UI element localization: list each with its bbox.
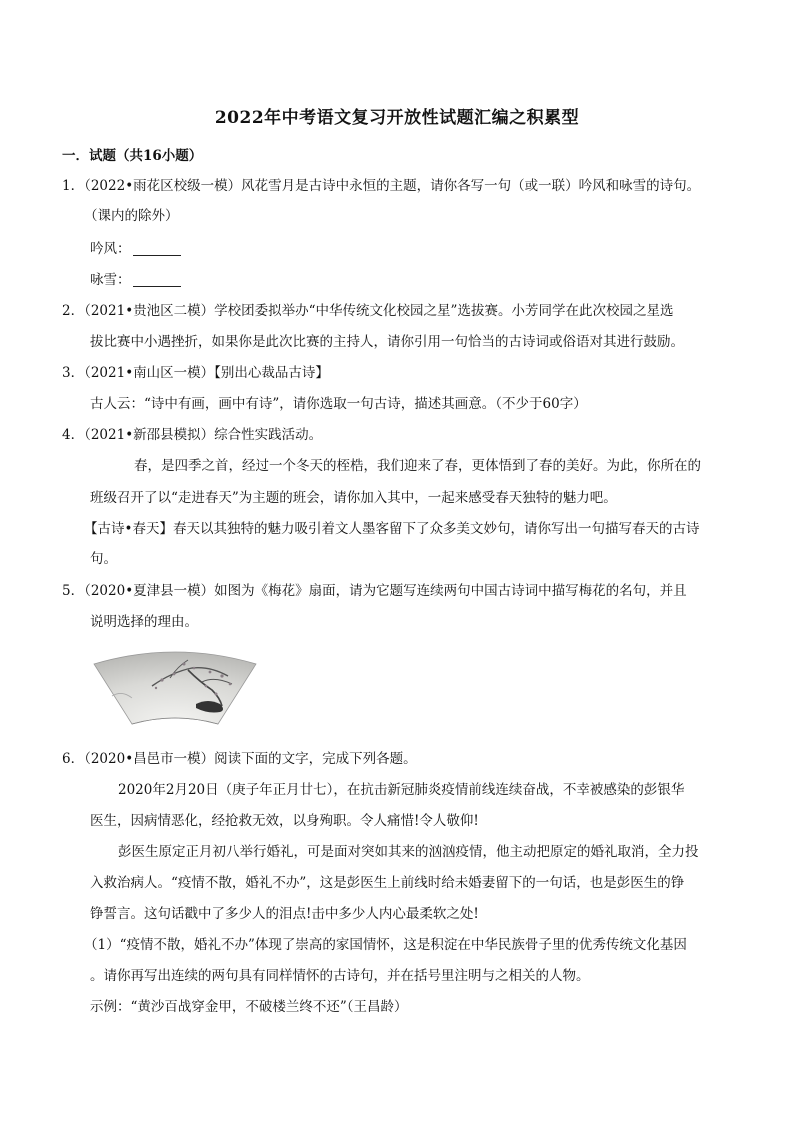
- question-6-line-3: 医生，因病情恶化，经抢救无效，以身殉职。令人痛惜!令人敬仰!: [90, 813, 479, 829]
- plum-blossom-fan-image: [92, 646, 258, 728]
- wind-answer-blank[interactable]: [133, 241, 181, 256]
- question-6-line-2: 2020年2月20日（庚子年正月廿七），在抗击新冠肺炎疫情前线连续奋战，不幸被感染的彭银华: [118, 782, 685, 798]
- question-1-snow-answer: [90, 270, 181, 290]
- document-title: 2022年中考语文复习开放性试题汇编之积累型: [214, 108, 580, 128]
- question-3-line-2: 古人云：“诗中有画，画中有诗”，请你选取一句古诗，描述其画意。（不少于60字）: [90, 396, 587, 412]
- question-5-line-1: 5．（2020•夏津县一模）如图为《梅花》扇面，请为它题写连续两句中国古诗词中描写梅花的名句，并且: [62, 583, 687, 599]
- question-5-line-2: 说明选择的理由。: [90, 614, 198, 630]
- question-6-line-5: 入救治病人。“疫情不散，婚礼不办”，这是彭医生上前线时给未婚妻留下的一句话，也是彭医生的铮: [90, 875, 685, 891]
- question-2-line-2: 拔比赛中小遇挫折，如果你是此次比赛的主持人，请你引用一句恰当的古诗词或俗语对其进行鼓励。: [90, 334, 684, 350]
- question-6-line-6: 铮誓言。这句话戳中了多少人的泪点!击中多少人内心最柔软之处!: [90, 906, 479, 922]
- question-6-line-4: 彭医生原定正月初八举行婚礼，可是面对突如其来的汹汹疫情，他主动把原定的婚礼取消，全力投: [118, 844, 699, 860]
- snow-label: 咏雪：: [90, 272, 131, 288]
- question-4-line-1: 4．（2021•新邵县模拟）综合性实践活动。: [62, 427, 323, 443]
- question-1-line-2: （课内的除外）: [84, 208, 179, 224]
- question-4-line-5: 句。: [90, 551, 117, 567]
- question-1-wind-answer: [90, 239, 181, 259]
- question-1-line-1: 1．（2022•雨花区校级一模）风花雪月是古诗中永恒的主题，请你各写一句（或一联）吟风和咏雪的诗句。: [62, 178, 701, 194]
- wind-label: 吟风：: [90, 241, 131, 257]
- question-3-line-1: 3．（2021•南山区一模）【别出心裁品古诗】: [62, 365, 329, 381]
- question-6-line-8: 。请你再写出连续的两句具有同样情怀的古诗句，并在括号里注明与之相关的人物。: [90, 968, 590, 984]
- section-heading: 一．试题（共16小题）: [62, 148, 203, 164]
- question-4-line-3: 班级召开了以“走进春天”为主题的班会，请你加入其中，一起来感受春天独特的魅力吧。: [90, 490, 617, 506]
- question-4-line-4: 【古诗•春天】春天以其独特的魅力吸引着文人墨客留下了众多美文妙句，请你写出一句描写春天的古诗: [84, 521, 700, 537]
- snow-answer-blank[interactable]: [133, 272, 181, 287]
- question-4-line-2: 春，是四季之首，经过一个冬天的桎梏，我们迎来了春，更体悟到了春的美好。为此，你所在的: [134, 458, 701, 474]
- question-6-line-7: （1）“疫情不散，婚礼不办”体现了崇高的家国情怀，这是积淀在中华民族骨子里的优秀传统文化基因: [84, 937, 687, 953]
- question-6-line-1: 6．（2020•昌邑市一模）阅读下面的文字，完成下列各题。: [62, 751, 417, 767]
- question-2-line-1: 2．（2021•贵池区二模）学校团委拟举办“中华传统文化校园之星”选拔赛。小芳同学在此次校园之星选: [62, 303, 674, 319]
- question-6-line-9: 示例：“黄沙百战穿金甲，不破楼兰终不还”（王昌龄）: [90, 999, 408, 1015]
